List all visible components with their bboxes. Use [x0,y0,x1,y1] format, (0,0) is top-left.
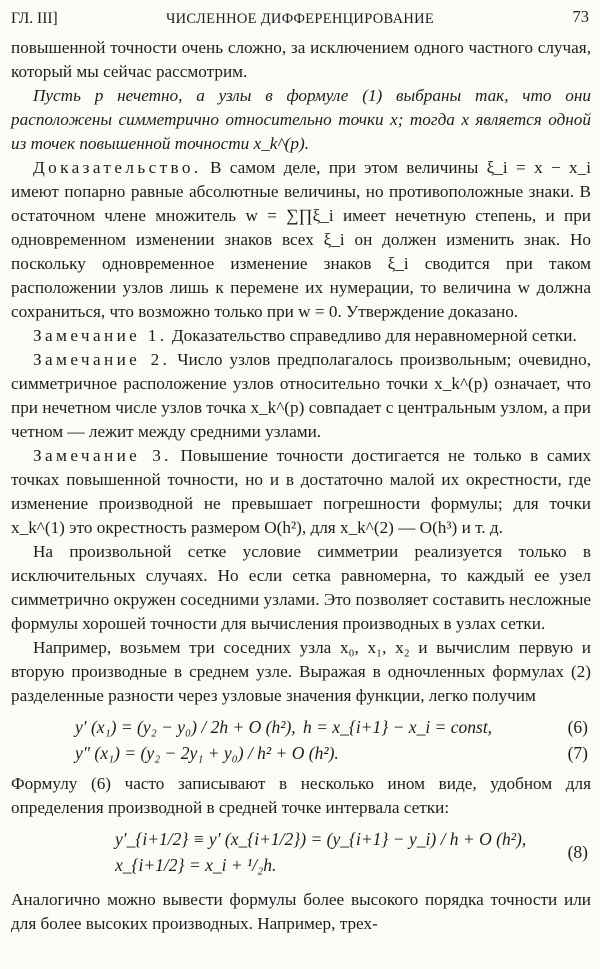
equation-6-number: (6) [567,717,588,737]
equation-7-number: (7) [567,743,588,763]
paragraph-last: Аналогично можно вывести формулы более высокого порядка точности или для более высоких производных. Например, трех- [11,890,591,933]
proof-lead: Доказательство. [33,158,202,177]
equation-8 [11,826,591,880]
equation-6-rhs: h = x_{i+1} − x_i = const, [303,717,493,737]
chapter-title: ЧИСЛЕННОЕ ДИФФЕРЕНЦИРОВАНИЕ [165,11,435,27]
proof-text: В самом деле, при этом величины ξ_i = x − x_i имеют попарно равные абсолютные величины, но противоположные знаки. В остаточном члене множитель w = ∑∏ξ_i имеет нечетную степень, и при одновременном изменении знаков всех ξ_i он должен изменить знак. Но поскольку одновременное изменение знаков ξ_i сводится при таком расположении узлов лишь к перемене их нумерации, то величина w должна сохраниться, что возможно только при w = 0. Утверждение доказано. [11,158,592,321]
remark-3 [11,444,591,540]
running-header [11,4,589,30]
remark-2-text: Число узлов предполагалось произвольным; очевидно, симметричное расположение узлов относительно точки x_k^(p) означает, что при нечетном числе узлов точка x_k^(p) совпадает с центральным узлом, а при четном — лежит между средними узлами. [11,350,592,441]
equation-7-lhs: y″ (x₁) = (y₂ − 2y₁ + y₀) / h² + O (h²). [75,743,339,763]
theorem-statement: Пусть p нечетно, а узлы в формуле (1) выбраны так, что они расположены симметрично относительно точки x; тогда x является одной из точек повышенной точности x_k^(p). [11,86,591,153]
equation-8-number: (8) [567,842,588,862]
equation-6 [11,714,591,740]
chapter-label: ГЛ. III] [11,10,58,27]
equation-8-line-2: x_{i+1/2} = x_i + ¹/₂h. [115,855,277,875]
remark-2-lead: Замечание 2. [33,350,171,369]
page-number: 73 [572,7,589,26]
proof-paragraph [11,156,591,324]
paragraph-formula-6: Формулу (6) часто записывают в несколько ином виде, удобном для определения производной в средней точке интервала сетки: [11,774,591,817]
remark-3-lead: Замечание 3. [33,446,172,465]
remark-1 [11,324,591,348]
paragraph-example: Например, возьмем три соседних узла x₀, x₁, x₂ и вычислим первую и вторую производные в среднем узле. Выражая в одночленных формулах (2) разделенные разности через узловые значения функции, легко получим [11,638,591,705]
page-body [11,36,591,936]
remark-1-text: Доказательство справедливо для неравномерной сетки. [171,326,577,345]
remark-1-lead: Замечание 1. [33,326,168,345]
equation-7 [11,740,591,766]
equation-6-lhs: y′ (x₁) = (y₂ − y₀) / 2h + O (h²), [75,717,296,737]
remark-2 [11,348,591,444]
paragraph-symmetry: На произвольной сетке условие симметрии реализуется только в исключительных случаях. Но если сетка равномерна, то каждый ее узел симметрично окружен соседними узлами. Это позволяет составить несложные формулы хорошей точности для вычисления производных в узлах сетки. [11,542,591,633]
paragraph-intro: повышенной точности очень сложно, за исключением одного частного случая, который мы сейчас рассмотрим. [11,38,591,81]
equation-8-line-1: y′_{i+1/2} ≡ y′ (x_{i+1/2}) = (y_{i+1} − y_i) / h + O (h²), [115,829,527,849]
remark-3-text: Повышение точности достигается не только в самих точках повышенной точности, но и в достаточно малой их окрестности, где изменение производной не превышает погрешности формулы; для точки x_k^(1) это окрестность размером O(h²), для x_k^(2) — O(h³) и т. д. [11,446,591,537]
